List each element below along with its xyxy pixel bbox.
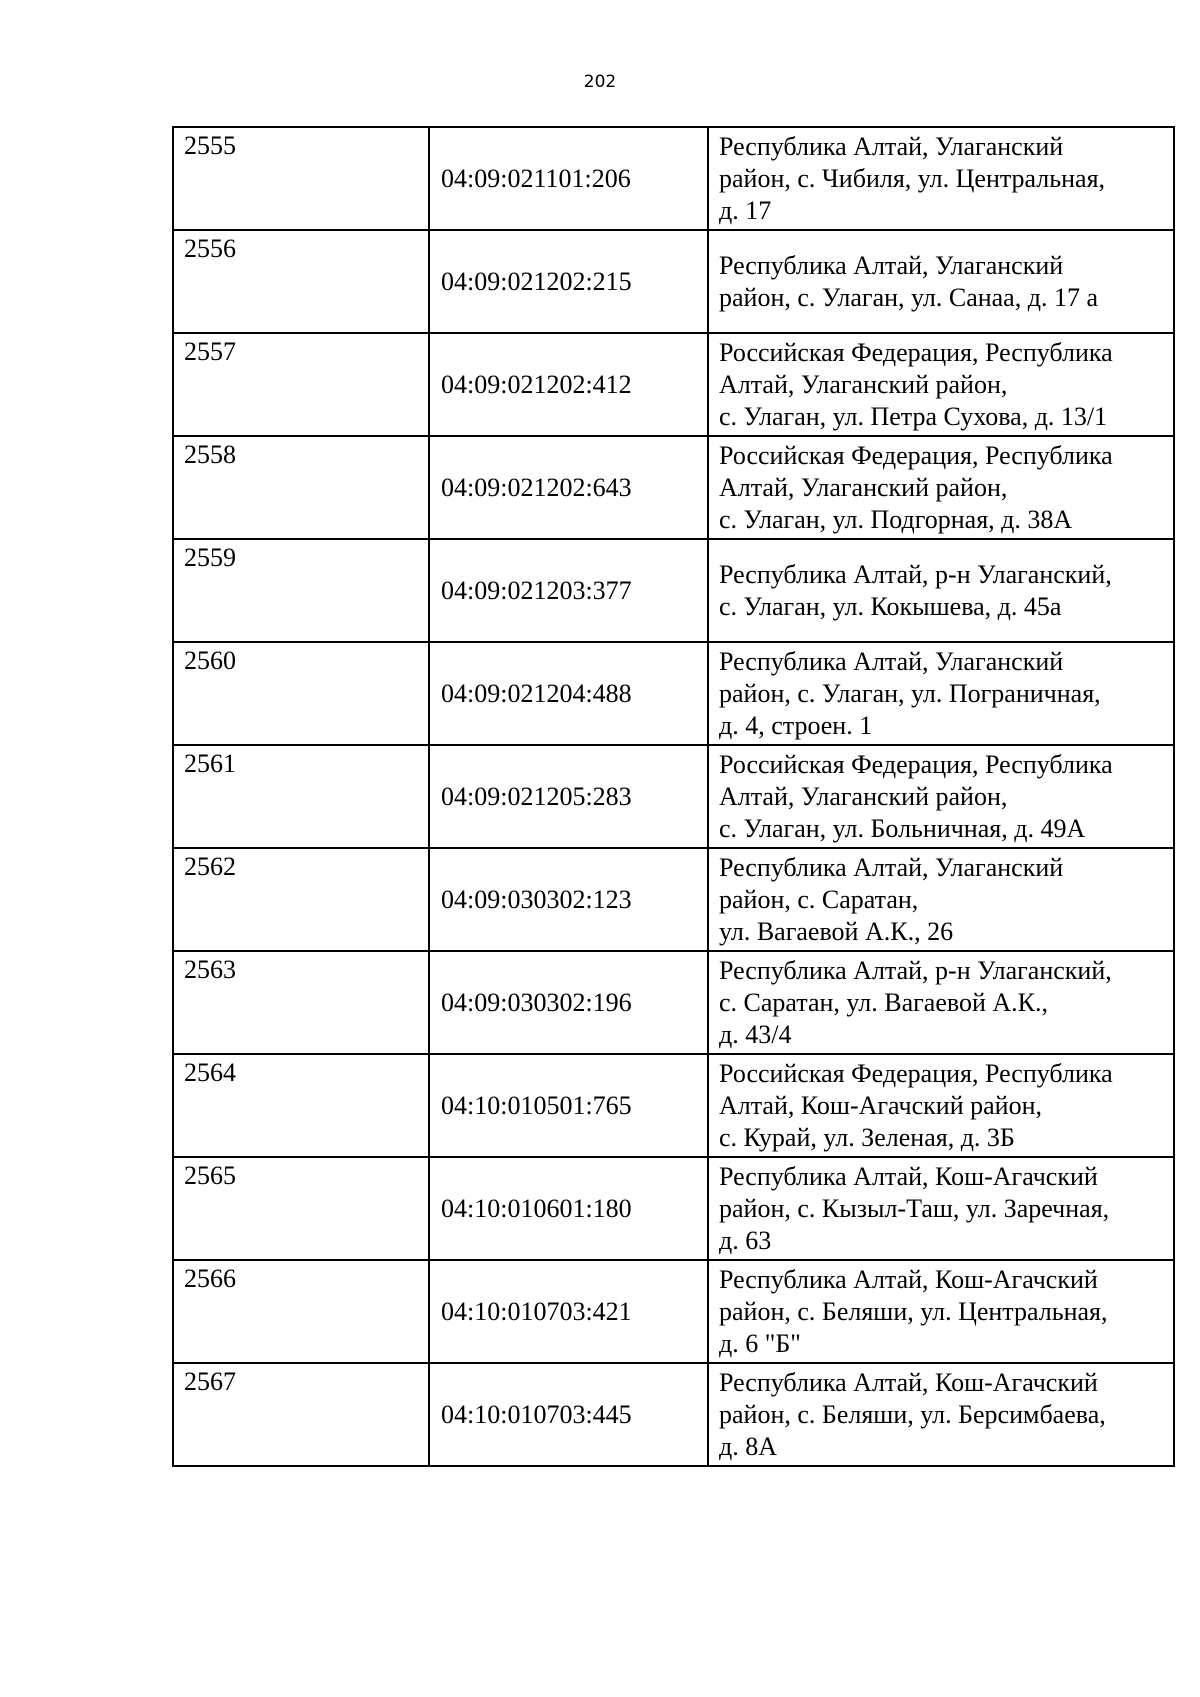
address-cell [708,539,1174,642]
address-line: Республика Алтай, Кош-Агачский [719,1161,1098,1191]
page-number: 202 [583,72,617,92]
table-row [173,848,1174,951]
address-cell [708,1363,1174,1466]
address-line: Республика Алтай, р-н Улаганский, [719,559,1112,589]
cadastral-number-cell: 04:09:030302:123 [429,848,708,951]
address-cell [708,951,1174,1054]
table-row [173,539,1174,642]
cadastral-number-cell: 04:09:021202:215 [429,230,708,333]
row-number-cell: 2565 [173,1157,429,1260]
address-line: район, с. Улаган, ул. Санаа, д. 17 а [719,282,1098,312]
address-cell [708,333,1174,436]
table-row [173,951,1174,1054]
address-line: Алтай, Улаганский район, [719,781,1008,811]
address-line: район, с. Улаган, ул. Пограничная, [719,678,1101,708]
address-cell [708,1157,1174,1260]
cadastral-number-cell: 04:10:010601:180 [429,1157,708,1260]
address-line: Алтай, Улаганский район, [719,472,1008,502]
address-line: Алтай, Кош-Агачский район, [719,1090,1042,1120]
address-line: с. Саратан, ул. Вагаевой А.К., [719,987,1049,1017]
address-cell [708,642,1174,745]
address-line: Республика Алтай, Кош-Агачский [719,1264,1098,1294]
row-number-cell: 2559 [173,539,429,642]
address-line: с. Курай, ул. Зеленая, д. 3Б [719,1122,1015,1152]
cadastral-number-cell: 04:09:030302:196 [429,951,708,1054]
address-line: район, с. Беляши, ул. Берсимбаева, [719,1399,1106,1429]
address-line: ул. Вагаевой А.К., 26 [719,916,954,946]
table-row [173,1157,1174,1260]
address-line: Республика Алтай, Кош-Агачский [719,1367,1098,1397]
address-cell [708,745,1174,848]
row-number-cell: 2558 [173,436,429,539]
address-line: Российская Федерация, Республика [719,337,1113,367]
address-line: с. Улаган, ул. Больничная, д. 49А [719,813,1086,843]
address-line: Российская Федерация, Республика [719,440,1113,470]
address-line: район, с. Беляши, ул. Центральная, [719,1296,1108,1326]
table-row [173,230,1174,333]
address-line: д. 43/4 [719,1019,792,1049]
address-line: Российская Федерация, Республика [719,1058,1113,1088]
row-number-cell: 2557 [173,333,429,436]
cadastral-number-cell: 04:09:021205:283 [429,745,708,848]
address-line: д. 4, строен. 1 [719,710,873,740]
cadastral-number-cell: 04:09:021203:377 [429,539,708,642]
address-line: с. Улаган, ул. Петра Сухова, д. 13/1 [719,401,1108,431]
address-line: район, с. Саратан, [719,884,919,914]
table-row [173,436,1174,539]
address-line: д. 63 [719,1225,772,1255]
address-line: Республика Алтай, Улаганский [719,646,1064,676]
cadastral-number-cell: 04:09:021202:412 [429,333,708,436]
address-cell [708,1260,1174,1363]
table-row [173,333,1174,436]
row-number-cell: 2566 [173,1260,429,1363]
row-number-cell: 2564 [173,1054,429,1157]
address-line: Алтай, Улаганский район, [719,369,1008,399]
address-line: район, с. Кызыл-Таш, ул. Заречная, [719,1193,1110,1223]
row-number-cell: 2561 [173,745,429,848]
row-number-cell: 2562 [173,848,429,951]
row-number-cell: 2567 [173,1363,429,1466]
table-row [173,1054,1174,1157]
table-row [173,745,1174,848]
address-line: д. 6 "Б" [719,1328,801,1358]
table-row [173,642,1174,745]
register-table [172,126,1175,1467]
address-line: с. Улаган, ул. Подгорная, д. 38А [719,504,1073,534]
address-cell [708,230,1174,333]
address-line: Республика Алтай, Улаганский [719,250,1064,280]
address-cell [708,436,1174,539]
address-cell [708,127,1174,230]
address-line: Республика Алтай, Улаганский [719,852,1064,882]
table-row [173,127,1174,230]
table-row [173,1260,1174,1363]
cadastral-number-cell: 04:09:021101:206 [429,127,708,230]
row-number-cell: 2556 [173,230,429,333]
address-cell [708,1054,1174,1157]
address-line: район, с. Чибиля, ул. Центральная, [719,163,1106,193]
address-line: с. Улаган, ул. Кокышева, д. 45а [719,591,1062,621]
address-line: д. 8А [719,1431,778,1461]
address-line: Республика Алтай, р-н Улаганский, [719,955,1112,985]
cadastral-number-cell: 04:09:021202:643 [429,436,708,539]
row-number-cell: 2555 [173,127,429,230]
cadastral-number-cell: 04:10:010501:765 [429,1054,708,1157]
row-number-cell: 2560 [173,642,429,745]
cadastral-number-cell: 04:10:010703:421 [429,1260,708,1363]
cadastral-number-cell: 04:09:021204:488 [429,642,708,745]
address-line: Республика Алтай, Улаганский [719,131,1064,161]
address-line: Российская Федерация, Республика [719,749,1113,779]
table-row [173,1363,1174,1466]
cadastral-number-cell: 04:10:010703:445 [429,1363,708,1466]
address-line: д. 17 [719,195,772,225]
address-cell [708,848,1174,951]
register-table-body [173,127,1174,1466]
row-number-cell: 2563 [173,951,429,1054]
